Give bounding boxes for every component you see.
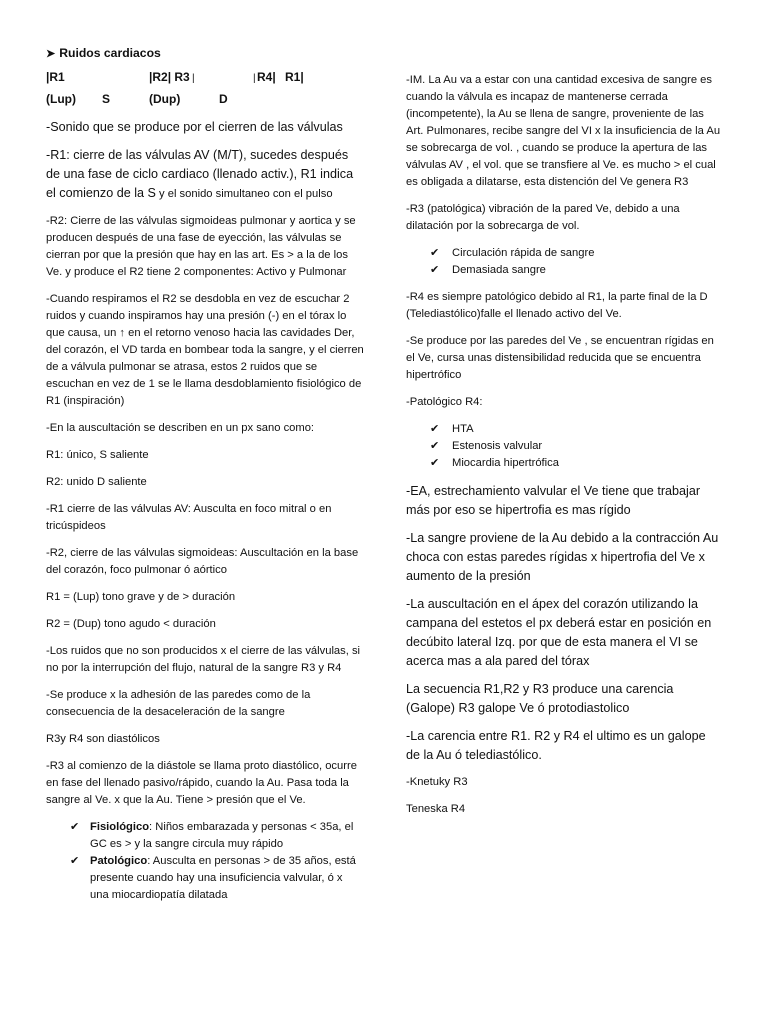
list-item-text: : Ausculta en personas > de 35 años, está presente cuando hay una insuficiencia valvular, ó x una miocardiopatía dilatada <box>90 855 356 901</box>
paragraph: La secuencia R1,R2 y R3 produce una carencia (Galope) R3 galope Ve ó protodiastolico <box>406 682 674 715</box>
list-item-label: Patológico <box>90 855 148 867</box>
paragraph: R2 = (Dup) tono agudo < duración <box>46 618 216 630</box>
arrow-bullet-icon: ➤ <box>46 47 56 60</box>
paragraph: -R2, cierre de las válvulas sigmoideas: Auscultación en la base del corazón, foco pulmonar ó aórtico <box>46 547 359 576</box>
heart-sounds-header <box>46 70 364 92</box>
list-item <box>406 421 722 438</box>
list-item <box>46 853 364 904</box>
paragraph: -En la auscultación se describen en un px sano como: <box>46 422 315 434</box>
list-item-text: Demasiada sangre <box>452 264 546 276</box>
paragraph: R1: único, S saliente <box>46 449 149 461</box>
paragraph: -IM. La Au va a estar con una cantidad excesiva de sangre es cuando la válvula es incapaz de mantenerse cerrada (incompetente), la Au se llena de sangre, proveniente de las Art. Pulmonares, recibe sangre del VI x la insuficiencia de la Au se sobrecarga de vol. , cuando se produce la apertura de las válvulas AV , el vol. que se transfiere al Ve. es mucho > el cual es obligada a dilatarse, esta distención del Ve genera R3 <box>406 74 721 188</box>
checkmark-icon: ✔ <box>70 821 80 833</box>
section-title-text: Ruidos cardiacos <box>59 46 161 60</box>
list-item-text: Miocardia hipertrófica <box>452 457 559 469</box>
header-r4: R4| <box>257 70 276 84</box>
sub-dup: (Dup) <box>149 92 181 106</box>
paragraph: R1 = (Lup) tono grave y de > duración <box>46 591 236 603</box>
paragraph: -Knetuky R3 <box>406 776 468 788</box>
list-item-text: Estenosis valvular <box>452 440 543 452</box>
list-item-text: Circulación rápida de sangre <box>452 247 595 259</box>
list-item <box>406 438 722 455</box>
heart-sounds-subheader <box>46 92 364 118</box>
paragraph: -La carencia entre R1. R2 y R4 el ultimo es un galope de la Au ó telediastólico. <box>406 729 706 762</box>
header-r2-mark: | <box>192 73 195 84</box>
paragraph: Teneska R4 <box>406 803 466 815</box>
paragraph: -EA, estrechamiento valvular el Ve tiene que trabajar más por eso se hipertrofia es mas rígido <box>406 484 701 517</box>
paragraph: -Se produce por las paredes del Ve , se encuentran rígidas en el Ve, cursa unas distensibilidad reducida que se encuentra hipertrófico <box>406 335 714 381</box>
list-item <box>406 245 722 262</box>
checkmark-icon: ✔ <box>430 264 440 276</box>
right-column <box>406 72 722 828</box>
r4-pathology-list <box>406 421 722 472</box>
checkmark-icon: ✔ <box>70 855 80 867</box>
sub-lup: (Lup) <box>46 92 76 106</box>
paragraph-r1-main: -R1: cierre de las válvulas AV (M/T), sucedes después de una fase de ciclo cardiaco (llenado activ.), R1 indica el comienzo de la S <box>46 148 354 200</box>
paragraph: R2: unido D saliente <box>46 476 147 488</box>
list-item <box>406 262 722 279</box>
paragraph: -La auscultación en el ápex del corazón utilizando la campana del estetos el px deberá estar en posición en decúbito lateral Izq. por que de esta manera el VI se acerca mas a ala pared del tórax <box>406 597 712 668</box>
paragraph: -R4 es siempre patológico debido al R1, la parte final de la D (Telediastólico)falle el llenado activo del Ve. <box>406 291 708 320</box>
header-r2-r3: |R2| R3 <box>149 70 190 84</box>
section-title <box>46 46 364 60</box>
paragraph: -R3 al comienzo de la diástole se llama proto diastólico, ocurre en fase del llenado pasivo/rápido, cuando la Au. Pasa toda la sangre al Ve. x que la Au. Tiene > presión que el Ve. <box>46 760 357 806</box>
paragraph: -R1 cierre de las válvulas AV: Ausculta en foco mitral o en tricúspideos <box>46 503 332 532</box>
checkmark-icon: ✔ <box>430 440 440 452</box>
paragraph: -Se produce x la adhesión de las paredes como de la consecuencia de la desaceleración de la sangre <box>46 689 311 718</box>
r3-type-list <box>46 819 364 904</box>
list-item <box>46 819 364 853</box>
paragraph: R3y R4 son diastólicos <box>46 733 160 745</box>
paragraph: -Sonido que se produce por el cierren de las válvulas <box>46 120 343 134</box>
paragraph: -Cuando respiramos el R2 se desdobla en vez de escuchar 2 ruidos y cuando inspiramos hay una presión (-) en el tórax lo que causa, un ↑ en el retorno venoso hacia las cavidades Der, del corazón, el VD tarda en bombear toda la sangre, y el cierren de a válvula pulmonar se atrasa, estos 2 ruidos que se escuchan en vez de 1 se le llama desdoblamiento fisiológico de R1 (inspiración) <box>46 293 364 407</box>
paragraph-r1-tail: y el sonido simultaneo con el pulso <box>155 188 333 200</box>
sub-s: S <box>102 92 111 106</box>
list-item-label: Fisiológico <box>90 821 150 833</box>
paragraph: -R2: Cierre de las válvulas sigmoideas pulmonar y aortica y se producen después de una fase de eyección, las válvulas se cierran por que la presión que hay en las art. Es > a la de los Ve. y produce el R2 tiene 2 componentes: Activo y Pulmonar <box>46 215 356 278</box>
r3-cause-list <box>406 245 722 279</box>
paragraph: -Patológico R4: <box>406 396 483 408</box>
header-r1-end: R1| <box>285 70 304 84</box>
sub-d: D <box>219 92 228 106</box>
header-r4-mark: | <box>253 73 256 84</box>
checkmark-icon: ✔ <box>430 423 440 435</box>
checkmark-icon: ✔ <box>430 247 440 259</box>
paragraph: -La sangre proviene de la Au debido a la contracción Au choca con estas paredes rígidas x hipertrofia del Ve x aumento de la presión <box>406 531 719 583</box>
list-item <box>406 455 722 472</box>
paragraph: -R3 (patológica) vibración de la pared Ve, debido a una dilatación por la sobrecarga de vol. <box>406 203 680 232</box>
paragraph-r1 <box>46 146 364 204</box>
left-column <box>46 46 364 914</box>
header-r1: |R1 <box>46 70 65 84</box>
list-item-text: : Niños embarazada y personas < 35a, el GC es > y la sangre circula muy rápido <box>90 821 354 850</box>
checkmark-icon: ✔ <box>430 457 440 469</box>
paragraph: -Los ruidos que no son producidos x el cierre de las válvulas, si no por la interrupción del flujo, natural de la sangre R3 y R4 <box>46 645 361 674</box>
list-item-text: HTA <box>452 423 474 435</box>
